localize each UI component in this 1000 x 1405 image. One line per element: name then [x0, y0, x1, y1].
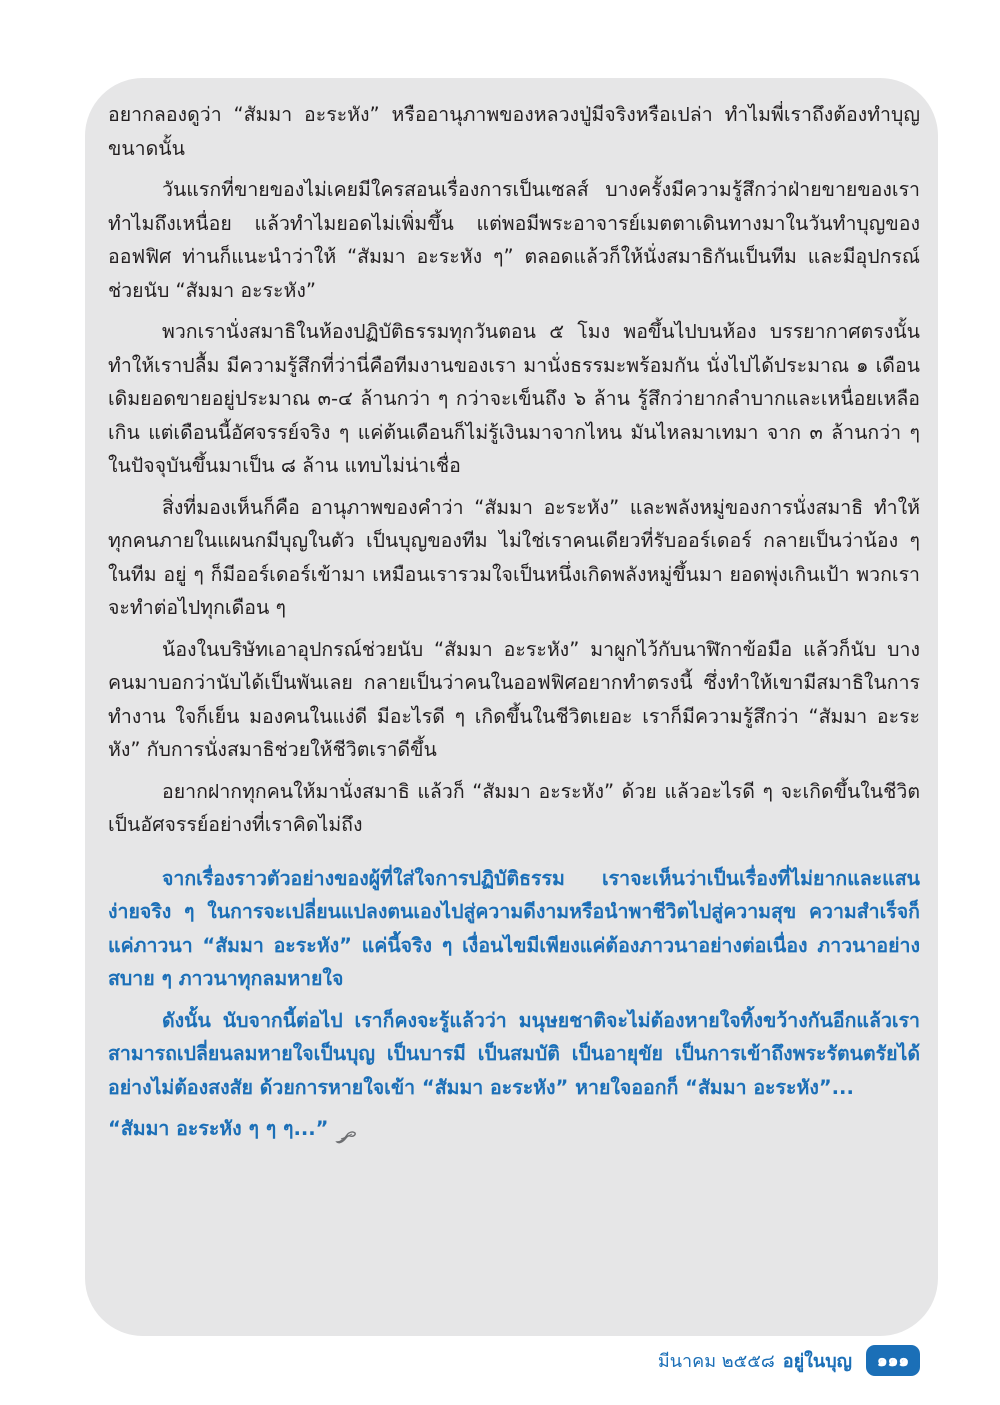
article-paragraph: วันแรกที่ขายของไม่เคยมีใครสอนเรื่องการเป็นเซลส์ บางครั้งมีความรู้สึกว่าฝ่ายขายของเราทำไมถึงเหนื่อย แล้วทำไมยอดไม่เพิ่มขึ้น แต่พอมีพระอาจารย์เมตตาเดินทางมาในวันทำบุญของออฟฟิศ ท่านก็แนะนำว่าให้ “สัมมา อะระหัง ๆ” ตลอดแล้วก็ให้นั่งสมาธิกันเป็นทีม และมีอุปกรณ์ช่วยนับ “สัมมา อะระหัง”	[108, 178, 920, 302]
summary-paragraph: จากเรื่องราวตัวอย่างของผู้ที่ใส่ใจการปฏิบัติธรรม เราจะเห็นว่าเป็นเรื่องที่ไม่ยากและแสนง่ายจริง ๆ ในการจะเปลี่ยนแปลงตนเองไปสู่ความดีงามหรือนำพาชีวิตไปสู่ความสุข ความสำเร็จก็แค่ภาวนา “สัมมา อะระหัง” แค่นี้จริง ๆ เงื่อนไขมีเพียงแค่ต้องภาวนาอย่างต่อเนื่อง ภาวนาอย่างสบาย ๆ ภาวนาทุกลมหายใจ	[108, 866, 920, 990]
magazine-title: อยู่ในบุญ	[782, 1350, 852, 1372]
article-body	[108, 98, 920, 1154]
article-paragraph: น้องในบริษัทเอาอุปกรณ์ช่วยนับ “สัมมา อะระหัง” มาผูกไว้กับนาฬิกาข้อมือ แล้วก็นับ บางคนมาบอกว่านับได้เป็นพันเลย กลายเป็นว่าคนในออฟฟิศอยากทำตรงนี้ ซึ่งทำให้เขามีสมาธิในการทำงาน ใจก็เย็น มองคนในแง่ดี มีอะไรดี ๆ เกิดขึ้นในชีวิตเยอะ เราก็มีความรู้สึกว่า “สัมมา อะระหัง” กับการนั่งสมาธิช่วยให้ชีวิตเราดีขึ้น	[108, 637, 920, 761]
editorial-summary	[108, 862, 920, 1146]
summary-closing-text: “สัมมา อะระหัง ๆ ๆ ๆ...”	[108, 1117, 329, 1140]
page-number: ๑๑๑	[866, 1345, 920, 1376]
summary-paragraph: ดังนั้น นับจากนี้ต่อไป เราก็คงจะรู้แล้วว่า มนุษยชาติจะไม่ต้องหายใจทิ้งขว้างกันอีกแล้วเราสามารถเปลี่ยนลมหายใจเป็นบุญ เป็นบารมี เป็นสมบัติ เป็นอายุขัย เป็นการเข้าถึงพระรัตนตรัยได้อย่างไม่ต้องสงสัย ด้วยการหายใจเข้า “สัมมา อะระหัง” หายใจออกก็ “สัมมา อะระหัง”...	[108, 1008, 920, 1099]
article-paragraph: สิ่งที่มองเห็นก็คือ อานุภาพของคำว่า “สัมมา อะระหัง” และพลังหมู่ของการนั่งสมาธิ ทำให้ทุกคนภายในแผนกมีบุญในตัว เป็นบุญของทีม ไม่ใช่เราคนเดียวที่รับออร์เดอร์ กลายเป็นว่าน้อง ๆ ในทีม อยู่ ๆ ก็มีออร์เดอร์เข้ามา เหมือนเรารวมใจเป็นหนึ่งเกิดพลังหมู่ขึ้นมา ยอดพุ่งเกินเป้า พวกเราจะทำต่อไปทุกเดือน ๆ	[108, 495, 920, 619]
flourish-icon	[335, 1122, 357, 1138]
article-paragraph: อยากฝากทุกคนให้มานั่งสมาธิ แล้วก็ “สัมมา อะระหัง” ด้วย แล้วอะไรดี ๆ จะเกิดขึ้นในชีวิตเป็นอัศจรรย์อย่างที่เราคิดไม่ถึง	[108, 779, 920, 836]
summary-closing	[108, 1112, 920, 1146]
issue-date: มีนาคม ๒๕๕๘	[657, 1350, 775, 1372]
article-paragraph: อยากลองดูว่า “สัมมา อะระหัง” หรืออานุภาพของหลวงปู่มีจริงหรือเปล่า ทำไมพี่เราถึงต้องทำบุญขนาดนั้น	[108, 103, 920, 160]
page-footer	[658, 1346, 920, 1374]
article-paragraph: พวกเรานั่งสมาธิในห้องปฏิบัติธรรมทุกวันตอน ๕ โมง พอขึ้นไปบนห้อง บรรยากาศตรงนั้นทำให้เราปลื้ม มีความรู้สึกที่ว่านี่คือทีมงานของเรา มานั่งธรรมะพร้อมกัน นั่งไปได้ประมาณ ๑ เดือน เดิมยอดขายอยู่ประมาณ ๓-๔ ล้านกว่า ๆ กว่าจะเข็นถึง ๖ ล้าน รู้สึกว่ายากลำบากและเหนื่อยเหลือเกิน แต่เดือนนี้อัศจรรย์จริง ๆ แค่ต้นเดือนก็ไม่รู้เงินมาจากไหน มันไหลมาเทมา จาก ๓ ล้านกว่า ๆ ในปัจจุบันขึ้นมาเป็น ๘ ล้าน แทบไม่น่าเชื่อ	[108, 320, 920, 477]
